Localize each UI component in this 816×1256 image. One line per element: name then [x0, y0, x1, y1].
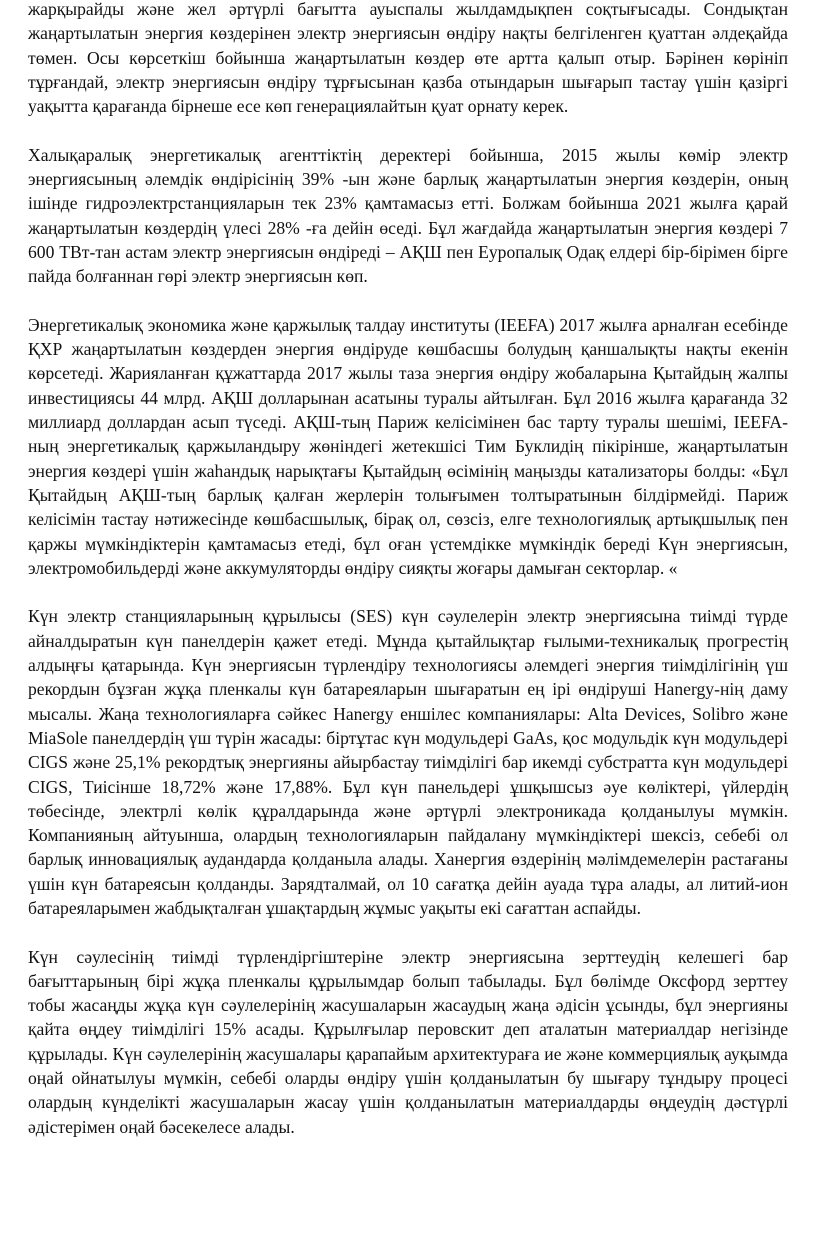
document-page	[28, 0, 788, 1163]
paragraph-solar-stations: Күн электр станцияларының құрылысы (SES) күн сәулелерін электр энергиясына тиімді түрде айналдыратын күн панелдерін қажет етеді. Мұнда қытайлықтар ғылыми-техникалық прогрестің алдыңғы қатарында. Күн энергиясын түрлендіру технологиясы әлемдегі энергия тиімділігінің үш рекордын бұзған жұқа пленкалы күн батареяларын шығаратын ең ірі өндіруші Hanergy-нің даму мысалы. Жаңа технологияларға сәйкес Hanergy еншілес компаниялары: Alta Devices, Solibro және MiaSole панелдердің үш түрін жасады: біртұтас күн модульдері GaAs, қос модульдік күн модульдері CIGS және 25,1% рекордтық энергияны айырбастау тиімділігі бар икемді субстратта күн модульдері CIGS, Тиісінше 18,72% және 17,88%. Бұл күн панельдері ұшқышсыз әуе көліктері, үйлердің төбесінде, электрлі көлік құралдарында және әртүрлі электроникада қолданылуы мүмкін. Компанияның айтуынша, олардың технологияларын пайдалану мүмкіндіктері шексіз, себебі ол барлық инновациялық аудандарда қолданыла алады. Ханергия өздерінің мәлімдемелерін растағаны үшін күн батареясын қолданды. Зарядталмай, ол 10 сағатқа дейін ауада тұра алады, ал литий-ион батареяларымен жабдықталған ұшақтардың жұмыс уақыты екі сағаттан аспайды.	[28, 606, 788, 918]
paragraph-iea-statistics: Халықаралық энергетикалық агенттіктің деректері бойынша, 2015 жылы көмір электр энергиясының әлемдік өндірісінің 39% -ын және барлық жаңартылатын энергия көздерін, оның ішінде гидроэлектрстанцияларын тек 23% қамтамасыз етті. Болжам бойынша 2021 жылға қарай жаңартылатын көздердің үлесі 28% -ға дейін өседі. Бұл жағдайда жаңартылатын энергия көздері 7 600 ТВт-тан астам электр энергиясын өндіреді – АҚШ пен Еуропалық Одақ елдері бір-бірімен бірге пайда болғаннан гөрі электр энергиясын көп.	[28, 144, 788, 287]
paragraph-ieefa-report: Энергетикалық экономика және қаржылық талдау институты (IEEFA) 2017 жылға арналған есебінде ҚХР жаңартылатын көздерден энергия өндіруде көшбасшы болудың қаншалықты нақты екенін көрсетеді. Жарияланған құжаттарда 2017 жылы таза энергия өндіру жобаларына Қытайдың жалпы инвестициясы 44 млрд. АҚШ долларынан асатыны туралы айтылған. Бұл 2016 жылға қарағанда 32 миллиард доллардан асып түседі. АҚШ-тың Париж келісімінен бас тарту туралы шешімі, IEEFA-ның энергетикалық қаржыландыру жөніндегі жетекшісі Тим Буклидің пікірінше, жаңартылатын энергия көздері үшін жаһандық нарықтағы Қытайдың өсімінің маңызды катализаторы болды: «Бұл Қытайдың АҚШ-тың барлық қалған жерлерін толығымен толтыратынын білдірмейді. Париж келісімін тастау нәтижесінде көшбасшылық, бірақ ол, сөзсіз, елге технологиялық артықшылық пен қаржы мүмкіндіктерін қамтамасыз етеді, бұл оған үстемдікке мүмкіндік береді Күн энергиясын, электромобильдерді және аккумуляторды өндіру сияқты жоғары дамыған секторлар. «	[28, 314, 788, 578]
paragraph-wind-variability: жарқырайды және жел әртүрлі бағытта ауыспалы жылдамдықпен соқтығысады. Сондықтан жаңартылатын энергия көздерінен электр энергиясын өндіру нақты белгіленген қуаттан әлдеқайда төмен. Осы көрсеткіш бойынша жаңартылатын көздер өте артта қалып отыр. Бәрінен көрініп тұрғандай, электр энергиясын өндіру тұрғысынан қазба отындарын шығарып тастау үшін қазіргі уақытта қарағанда бірнеше есе көп генерациялайтын қуат орнату керек.	[28, 0, 788, 117]
paragraph-thin-film-research: Күн сәулесінің тиімді түрлендіргіштеріне электр энергиясына зерттеудің келешегі бар бағыттарының бірі жұқа пленкалы құрылымдар болып табылады. Бұл бөлімде Оксфорд зерттеу тобы жасаңды жұқа күн сәулелерінің жасушаларын жасаудың жаңа әдісін ұсынды, бұл энергияны қайта өңдеу тиімділігі 15% асады. Құрылғылар перовскит деп аталатын материалдар негізінде құрылады. Күн сәулелерінің жасушалары қарапайым архитектураға ие және коммерциялық ауқымда оңай ойнатылуы мүмкін, себебі оларды өндіру үшін қолданылатын бу шығару тұндыру процесі олардың күнделікті жасушаларын жасау үшін қолданылатын материалдарды өңдеудің дәстүрлі әдістерімен оңай бәсекелесе алады.	[28, 946, 788, 1137]
